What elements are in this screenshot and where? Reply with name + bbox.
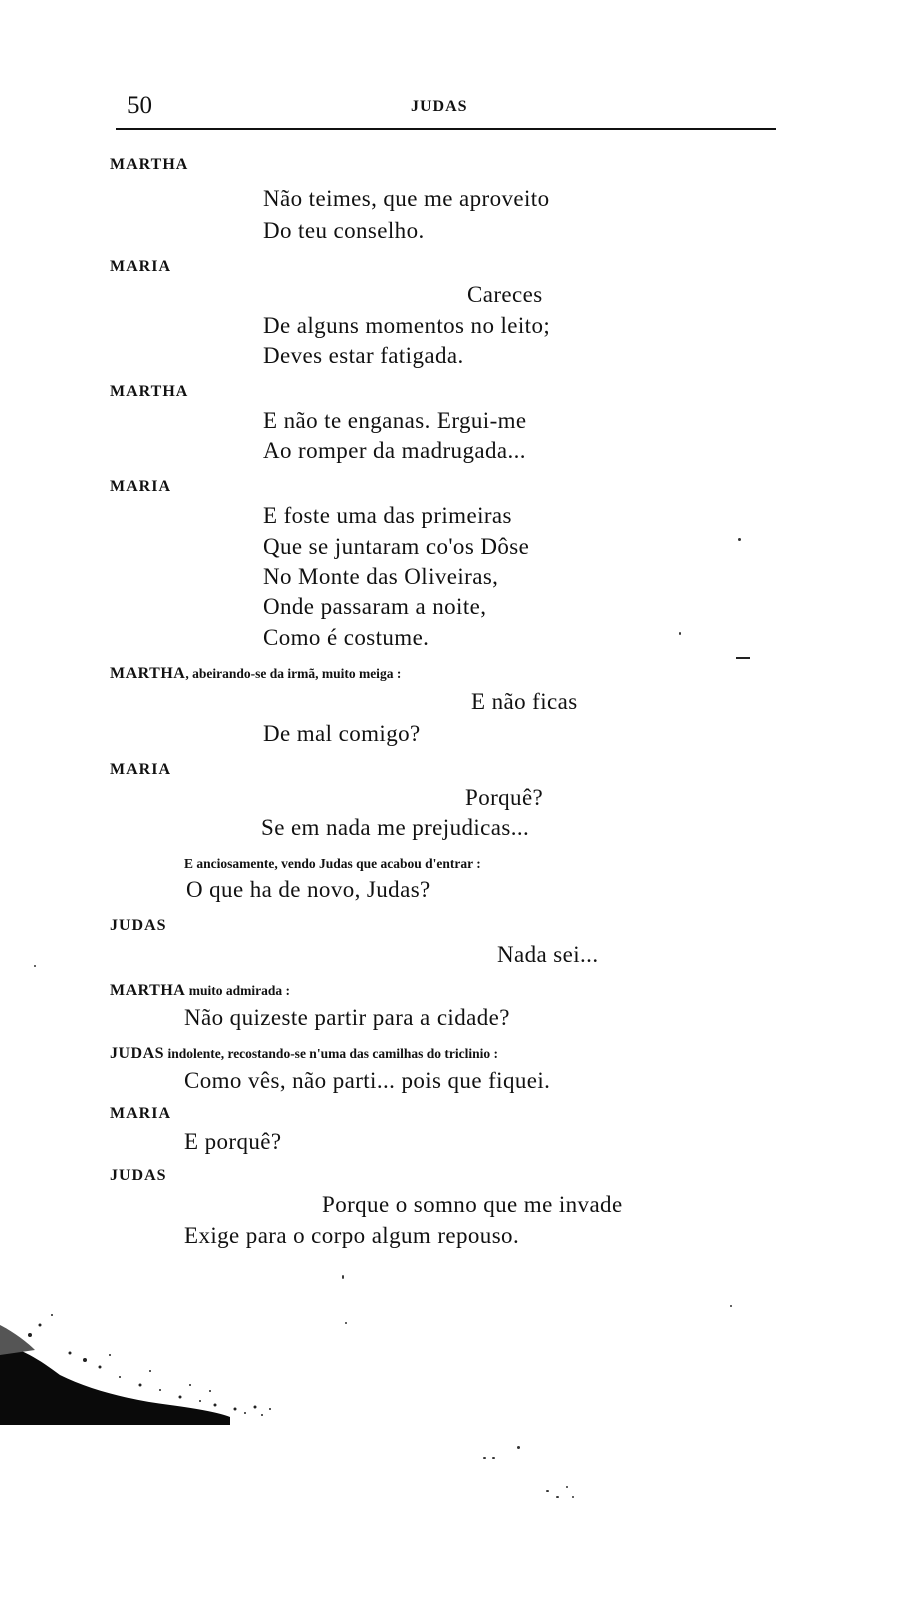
verse-line: Exige para o corpo algum repouso.: [184, 1223, 520, 1248]
speaker-with-direction: [110, 665, 401, 683]
speaker-maria: MARIA: [110, 1105, 171, 1122]
speaker-with-direction: [110, 982, 290, 1000]
running-title: JUDAS: [411, 98, 468, 115]
scan-speck: [730, 1305, 732, 1307]
speaker-name: JUDAS: [110, 1045, 165, 1062]
verse-line: Como vês, não parti... pois que fiquei.: [184, 1068, 551, 1093]
verse-line: Que se juntaram co'os Dôse: [263, 534, 530, 559]
verse-line: Porque o somno que me invade: [322, 1192, 623, 1217]
speaker-name: MARTHA: [110, 982, 186, 999]
scan-speck: [572, 1496, 574, 1498]
scan-speck: [738, 538, 741, 541]
speaker-with-direction: [110, 1045, 498, 1063]
speaker-name: MARTHA: [110, 665, 186, 682]
verse-line: E não te enganas. Ergui-me: [263, 408, 527, 433]
verse-line: No Monte das Oliveiras,: [263, 564, 499, 589]
scan-mark: [736, 657, 750, 659]
scan-speck: [492, 1457, 495, 1459]
stage-direction: muito admirada :: [185, 983, 290, 998]
speaker-martha: MARTHA: [110, 156, 189, 173]
verse-line: E porquê?: [184, 1129, 282, 1154]
scan-speck: [546, 1490, 549, 1492]
speaker-maria: MARIA: [110, 258, 171, 275]
scan-speck: [483, 1457, 486, 1459]
stage-direction: E anciosamente, vendo Judas que acabou d'entrar :: [184, 856, 481, 871]
speaker-maria: MARIA: [110, 761, 171, 778]
verse-line: Como é costume.: [263, 625, 430, 650]
speaker-judas: JUDAS: [110, 917, 167, 934]
stage-direction: , abeirando-se da irmã, muito meiga :: [185, 666, 402, 681]
verse-line: De mal comigo?: [263, 721, 421, 746]
speaker-maria: MARIA: [110, 478, 171, 495]
header-rule: [116, 128, 776, 130]
verse-line: Se em nada me prejudicas...: [261, 815, 530, 840]
scan-speck: [345, 1322, 347, 1324]
page-number: 50: [127, 92, 152, 119]
speaker-judas: JUDAS: [110, 1167, 167, 1184]
scan-smudge: [0, 1305, 290, 1435]
verse-line: E não ficas: [471, 689, 578, 714]
verse-line: E foste uma das primeiras: [263, 503, 512, 528]
verse-line: Não teimes, que me aproveito: [263, 186, 550, 211]
verse-line: Onde passaram a noite,: [263, 594, 487, 619]
scan-speck: [517, 1446, 520, 1449]
verse-line: Careces: [467, 282, 543, 307]
scan-speck: [342, 1275, 344, 1279]
verse-line: Deves estar fatigada.: [263, 343, 464, 368]
verse-line: Porquê?: [465, 785, 544, 810]
verse-line: Do teu conselho.: [263, 218, 425, 243]
scan-speck: [566, 1486, 568, 1488]
stage-direction: indolente, recostando-se n'uma das camilhas do triclinio :: [164, 1046, 498, 1061]
verse-line: Ao romper da madrugada...: [263, 438, 526, 463]
scan-speck: [34, 965, 36, 967]
verse-line: De alguns momentos no leito;: [263, 313, 551, 338]
scan-speck: [556, 1496, 559, 1498]
verse-line: Nada sei...: [497, 942, 599, 967]
scan-speck: [679, 632, 681, 635]
verse-line: Não quizeste partir para a cidade?: [184, 1005, 510, 1030]
verse-line: O que ha de novo, Judas?: [186, 877, 431, 902]
speaker-martha: MARTHA: [110, 383, 189, 400]
